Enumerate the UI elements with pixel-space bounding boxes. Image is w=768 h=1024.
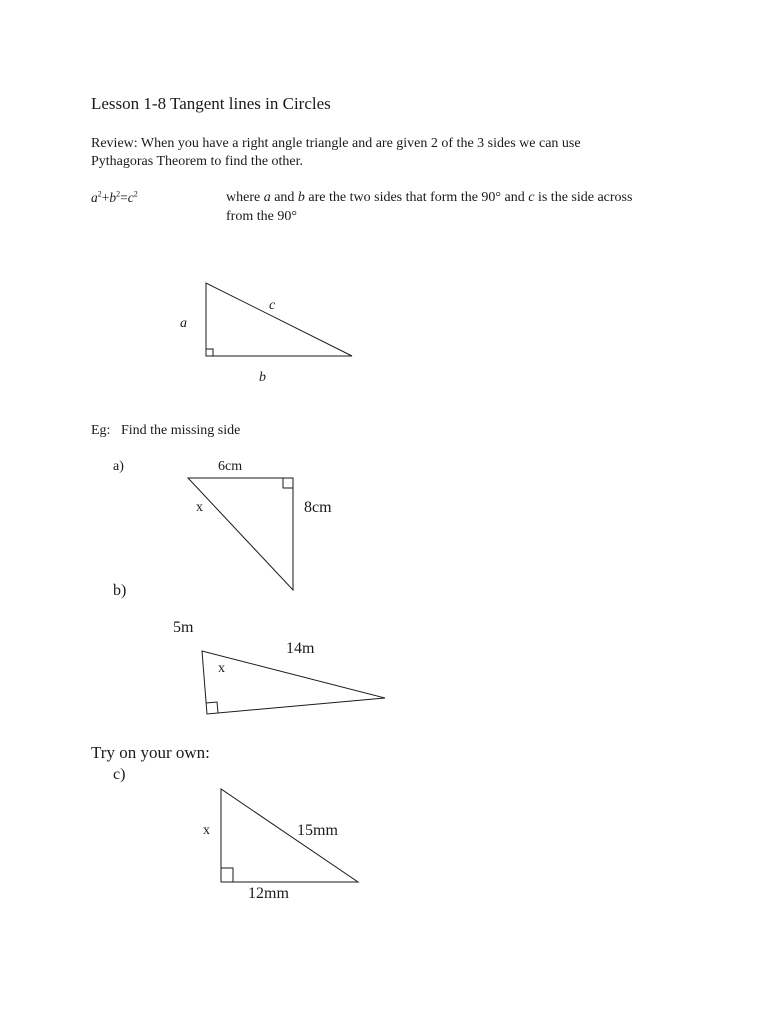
example-c-left-side: x — [203, 823, 210, 838]
reference-triangle — [206, 283, 352, 356]
formula-b-exp: 2 — [116, 189, 121, 199]
review-line-1: Review: When you have a right angle triangle and are given 2 of the 3 sides we can use — [91, 136, 581, 151]
note-c: c — [528, 190, 535, 205]
formula-c: c — [127, 190, 134, 205]
example-c-bottom-side: 12mm — [248, 885, 289, 902]
example-a-hypotenuse: x — [196, 500, 203, 515]
formula-a: a — [91, 190, 98, 205]
note-and: and — [270, 190, 298, 205]
example-b-right-angle-marker — [206, 702, 218, 713]
note-where: where — [226, 190, 264, 205]
example-c-right-angle-marker — [221, 868, 233, 882]
try-own-heading: Try on your own: — [91, 743, 210, 762]
example-a-label: a) — [113, 459, 124, 474]
review-line-2: Pythagoras Theorem to find the other. — [91, 154, 304, 169]
example-b-triangle — [202, 651, 385, 714]
example-b-left-side: 5m — [173, 619, 194, 636]
formula-note-line-2: from the 90° — [226, 209, 297, 224]
reference-right-angle-marker — [206, 349, 213, 356]
example-a-right-angle-marker — [283, 478, 293, 488]
note-mid: are the two sides that form the 90° and — [304, 190, 529, 205]
reference-label-c: c — [269, 298, 276, 313]
page-title: Lesson 1-8 Tangent lines in Circles — [91, 94, 331, 113]
formula-a-exp: 2 — [97, 189, 102, 199]
example-b-label: b) — [113, 582, 127, 599]
example-c-label: c) — [113, 766, 126, 783]
example-b-hypotenuse: 14m — [286, 640, 315, 657]
example-c-hypotenuse: 15mm — [297, 822, 338, 839]
formula-eq: = — [120, 190, 128, 205]
example-a-triangle — [188, 478, 293, 590]
reference-label-b: b — [259, 370, 266, 385]
reference-label-a: a — [180, 316, 187, 331]
example-heading: Eg: Find the missing side — [91, 423, 241, 438]
note-end: is the side across — [534, 190, 633, 205]
formula-plus: + — [101, 190, 110, 205]
note-b: b — [297, 190, 305, 205]
formula-c-exp: 2 — [133, 189, 138, 199]
example-b-unknown: x — [218, 661, 225, 676]
formula-b: b — [109, 190, 117, 205]
example-a-right-side: 8cm — [304, 499, 332, 516]
example-a-top-side: 6cm — [218, 459, 243, 474]
note-a: a — [263, 190, 271, 205]
